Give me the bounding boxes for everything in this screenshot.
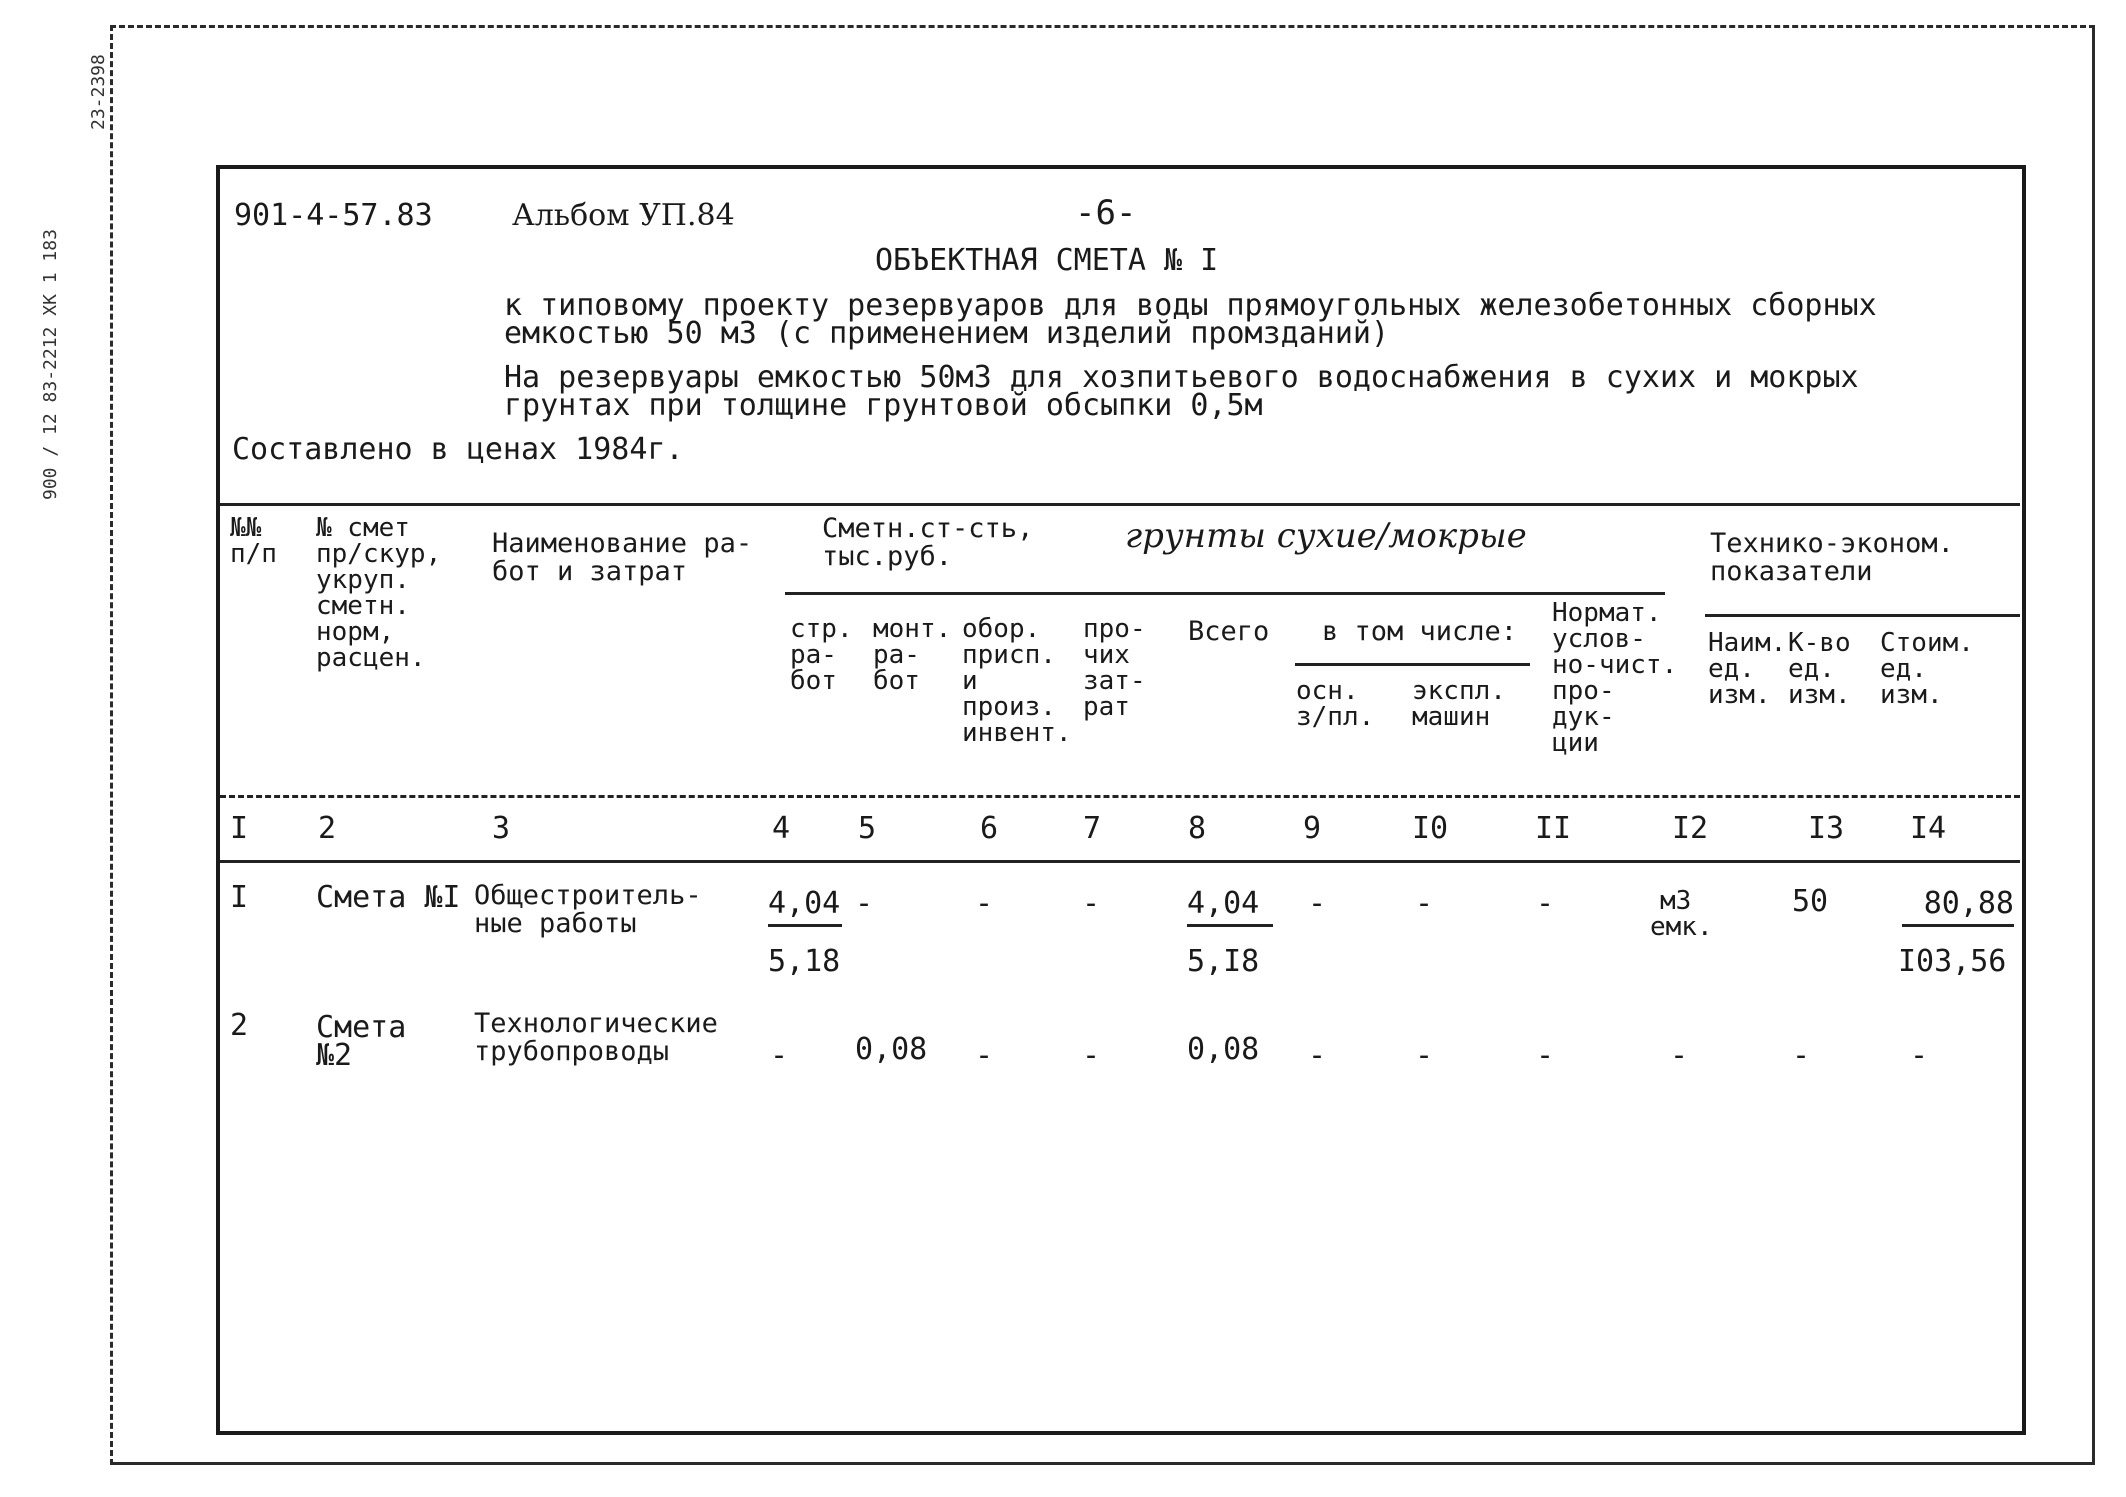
header-unit-1: Наим. [1708, 628, 1787, 658]
column-number-10: I0 [1412, 811, 1449, 846]
description-line-3: На резервуары емкостью 50м3 для хозпитьевого водоснабжения в сухих и мокрых [504, 360, 1859, 395]
column-number-4: 4 [772, 811, 791, 846]
row-1-name-line-1: Общестроитель- [474, 880, 702, 911]
header-osn-2: з/пл. [1296, 702, 1375, 732]
header-ekspl-2: машин [1412, 702, 1491, 732]
row-2-qty: - [1792, 1038, 1811, 1073]
row-1-smeta: Смета №I [316, 880, 461, 915]
header-mont-1: монт. [873, 614, 952, 644]
header-smeta-1: № смет [316, 513, 410, 543]
row-1-qty: 50 [1792, 884, 1829, 919]
header-str-1: стр. [790, 614, 853, 644]
column-number-1: I [230, 811, 249, 846]
column-number-9: 9 [1303, 811, 1322, 846]
header-str-2: ра- [790, 640, 837, 670]
column-number-5: 5 [858, 811, 877, 846]
header-norm-5: дук- [1552, 702, 1615, 732]
header-proch-1: про- [1083, 614, 1146, 644]
header-mont-2: ра- [873, 640, 920, 670]
header-price-3: изм. [1880, 680, 1943, 710]
row-2-mont: 0,08 [855, 1032, 928, 1067]
header-smeta-5: норм, [316, 617, 395, 647]
header-cost-2: тыс.руб. [822, 541, 953, 572]
row-1-str-top: 4,04 [768, 888, 842, 927]
header-norm-3: но-чист. [1552, 650, 1678, 680]
header-num-2: п/п [230, 539, 277, 569]
row-2-norm: - [1536, 1038, 1555, 1073]
prices-note: Составлено в ценах 1984г. [232, 432, 684, 467]
row-2-obor: - [975, 1038, 994, 1073]
header-osn-1: осн. [1296, 676, 1359, 706]
project-code: 901-4-57.83 [234, 198, 433, 233]
header-num-1: №№ [230, 513, 262, 543]
header-bottom-rule [220, 795, 2020, 798]
side-stamp-number: 23-2398 [88, 54, 109, 130]
header-ekspl-1: экспл. [1412, 676, 1506, 706]
row-2-number: 2 [230, 1008, 249, 1043]
header-handwritten-note: грунты сухие/мокрые [1125, 516, 1527, 556]
page-number: -6- [1075, 193, 1137, 233]
header-proch-2: чих [1083, 640, 1130, 670]
row-2-name-line-1: Технологические [474, 1008, 718, 1039]
header-mont-3: бот [873, 666, 920, 696]
header-proch-4: рат [1083, 692, 1130, 722]
header-proch-3: зат- [1083, 666, 1146, 696]
header-smeta-2: пр/скур, [316, 539, 442, 569]
album-label: Альбом УП.84 [512, 198, 735, 233]
row-1-obor: - [975, 886, 994, 921]
description-line-4: грунтах при толщине грунтовой обсыпки 0,5м [504, 388, 1263, 423]
header-unit-3: изм. [1708, 680, 1771, 710]
row-1-unit-line-2: емк. [1650, 912, 1713, 942]
row-2-osn: - [1308, 1038, 1327, 1073]
header-total: Всего [1188, 616, 1270, 647]
header-teh-2: показатели [1710, 556, 1873, 587]
row-2-smeta-line-1: Смета [316, 1010, 407, 1045]
cost-header-rule [785, 592, 1665, 595]
side-stamp-archive: 900 / 12 83-2212 ХК 1 183 [40, 229, 61, 500]
header-smeta-6: расцен. [316, 643, 426, 673]
header-name-2: бот и затрат [492, 556, 688, 587]
header-including: в том числе: [1322, 616, 1518, 647]
inner-frame [216, 165, 2026, 1435]
column-number-3: 3 [492, 811, 511, 846]
header-obor-1: обор. [962, 614, 1041, 644]
header-qty-2: ед. [1788, 654, 1835, 684]
row-2-ekspl: - [1415, 1038, 1434, 1073]
column-number-11: II [1535, 811, 1572, 846]
teh-header-rule [1705, 614, 2020, 617]
row-1-total-bottom: 5,I8 [1187, 944, 1260, 979]
row-1-mont: - [855, 886, 874, 921]
row-1-name-line-2: ные работы [474, 908, 637, 939]
column-number-2: 2 [318, 811, 337, 846]
document-title: ОБЪЕКТНАЯ СМЕТА № I [875, 243, 1219, 278]
header-obor-5: инвент. [962, 718, 1072, 748]
column-number-7: 7 [1083, 811, 1102, 846]
header-norm-6: ции [1552, 728, 1599, 758]
header-cost-1: Сметн.ст-сть, [822, 513, 1034, 544]
description-line-2: емкостью 50 м3 (с применением изделий промзданий) [504, 316, 1390, 351]
table-top-rule [220, 503, 2020, 506]
row-2-price: - [1910, 1038, 1929, 1073]
description-line-1: к типовому проекту резервуаров для воды прямоугольных железобетонных сборных [504, 288, 1877, 323]
row-1-unit-line-1: м3 [1660, 886, 1692, 916]
header-norm-2: услов- [1552, 624, 1646, 654]
column-numbers-rule [220, 860, 2020, 863]
header-name-1: Наименование ра- [492, 528, 753, 559]
header-unit-2: ед. [1708, 654, 1755, 684]
row-1-total-top: 4,04 [1187, 888, 1273, 927]
header-teh-1: Технико-эконом. [1710, 528, 1954, 559]
header-price-2: ед. [1880, 654, 1927, 684]
column-number-13: I3 [1808, 811, 1845, 846]
row-1-price-bottom: I03,56 [1898, 944, 2007, 979]
row-2-smeta-line-2: №2 [316, 1038, 353, 1073]
row-1-ekspl: - [1415, 886, 1434, 921]
row-1-osn: - [1308, 886, 1327, 921]
column-number-6: 6 [980, 811, 999, 846]
header-obor-2: присп. [962, 640, 1056, 670]
header-norm-4: про- [1552, 676, 1615, 706]
header-obor-4: произ. [962, 692, 1056, 722]
header-smeta-4: сметн. [316, 591, 410, 621]
header-price-1: Стоим. [1880, 628, 1974, 658]
row-1-price-top: 80,88 [1902, 888, 2014, 927]
header-qty-3: изм. [1788, 680, 1851, 710]
row-2-name-line-2: трубопроводы [474, 1036, 670, 1067]
row-2-unit: - [1670, 1038, 1689, 1073]
header-qty-1: К-во [1788, 628, 1851, 658]
row-1-norm: - [1536, 886, 1555, 921]
header-str-3: бот [790, 666, 837, 696]
row-1-number: I [230, 880, 249, 915]
header-norm-1: Нормат. [1552, 598, 1662, 628]
row-2-proch: - [1082, 1038, 1101, 1073]
header-smeta-3: укруп. [316, 565, 410, 595]
row-2-str: - [770, 1038, 789, 1073]
header-obor-3: и [962, 666, 978, 696]
row-2-total: 0,08 [1187, 1032, 1260, 1067]
row-1-proch: - [1082, 886, 1101, 921]
incl-header-rule [1295, 663, 1530, 666]
column-number-8: 8 [1188, 811, 1207, 846]
row-1-str-bottom: 5,18 [768, 944, 841, 979]
column-number-12: I2 [1672, 811, 1709, 846]
column-number-14: I4 [1910, 811, 1947, 846]
